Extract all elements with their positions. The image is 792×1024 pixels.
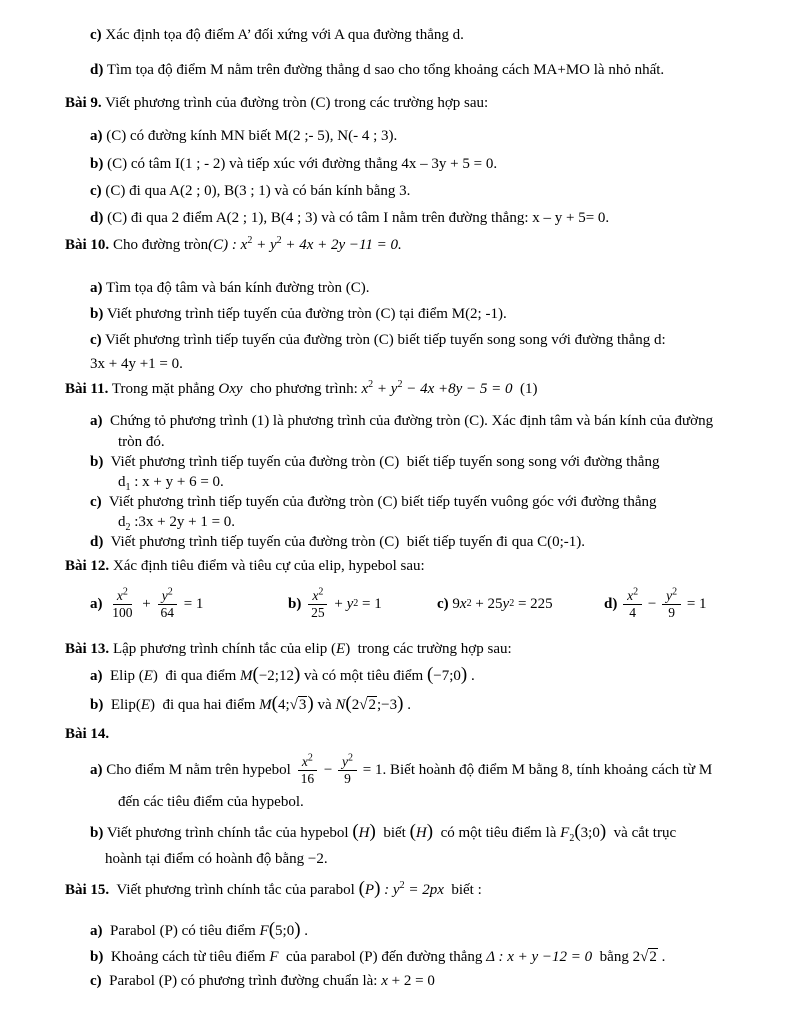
text-run: = 1 — [358, 596, 382, 612]
formula-cell — [604, 581, 707, 627]
fraction — [297, 754, 319, 787]
text-run: Parabol (P) có phương trình đường chuẩn là: — [101, 973, 382, 989]
fraction — [108, 588, 136, 621]
superscript: 2 — [122, 586, 128, 597]
text-line — [118, 432, 752, 452]
text-line — [90, 822, 752, 843]
superscript: 2 — [399, 880, 405, 891]
text-line — [90, 278, 752, 298]
fraction-denominator — [108, 605, 136, 621]
radicand: 2 — [368, 697, 376, 713]
bold-text-run: a) — [90, 761, 103, 778]
big-paren: ) — [307, 693, 314, 714]
subscript: 2 — [125, 522, 131, 533]
text-run: Viết phương trình tiếp tuyến của đường tròn (C) biết tiếp tuyến vuông góc với đường thẳng — [101, 494, 657, 510]
text-run: d — [118, 514, 126, 530]
text-line — [90, 971, 752, 991]
text-run: :3x + 2y + 1 = 0. — [130, 514, 236, 530]
text-run: biết : — [443, 882, 482, 898]
exercise-heading — [65, 93, 752, 113]
text-run: ) trong các trường hợp sau: — [345, 641, 512, 657]
exercise-heading — [65, 235, 752, 255]
text-run: Cho điểm M nằm trên hypebol — [102, 761, 295, 778]
text-run: bằng 2 — [592, 949, 641, 965]
math-text-run: E — [336, 641, 346, 657]
text-run: 64 — [160, 604, 174, 620]
math-text-run: Oxy — [218, 381, 243, 397]
bold-text-run: Bài 12. — [65, 558, 110, 574]
bold-text-run: Bài 9. — [65, 95, 102, 111]
text-run: Xác định tiêu điểm và tiêu cự của elip, hypebol sau: — [109, 558, 425, 574]
text-line — [90, 532, 752, 552]
bold-text-run: a) — [90, 668, 103, 684]
text-run: ) đi qua hai điểm — [150, 697, 260, 713]
bold-text-run: c) — [90, 494, 102, 510]
math-text-run: Δ : x + y −12 = 0 — [486, 949, 593, 965]
fraction — [338, 754, 357, 787]
text-line — [90, 330, 752, 350]
superscript: 2 — [397, 379, 403, 390]
text-run: biết — [375, 825, 410, 841]
text-line — [90, 411, 752, 431]
superscript: 2 — [672, 586, 678, 597]
bold-text-run: a) — [90, 923, 103, 939]
math-text-run: x — [459, 596, 467, 612]
math-text-run: y — [161, 587, 168, 603]
text-line — [90, 665, 752, 686]
text-run: −2;12 — [258, 668, 294, 684]
fraction-denominator — [340, 771, 355, 787]
text-run: − — [644, 596, 661, 612]
text-run: (1) — [512, 381, 538, 397]
bold-text-run: b) — [90, 949, 104, 965]
fraction-denominator — [625, 605, 640, 621]
math-text-run: E — [143, 668, 153, 684]
bold-text-run: Bài 15. — [65, 882, 110, 898]
bold-text-run: b) — [90, 156, 104, 172]
big-paren: ) — [369, 821, 376, 842]
text-run: + 25 — [471, 596, 503, 612]
text-run: . — [403, 697, 411, 713]
fraction-denominator — [664, 605, 679, 621]
formula-cell: b) $\frac{x^2}{25}$ + y 2 = 1 — [288, 586, 382, 620]
text-line — [105, 849, 752, 869]
text-run: Tìm tọa độ điểm M nằm trên đường thẳng d sao cho tổng khoảng cách MA+MO là nhỏ nhất. — [103, 62, 665, 78]
big-paren: ( — [345, 693, 352, 714]
text-run: Elip( — [103, 697, 141, 713]
text-line — [90, 60, 752, 80]
exercise-heading — [65, 724, 752, 744]
text-line — [90, 920, 752, 941]
text-run: 9 — [452, 596, 460, 612]
text-run: Lập phương trình chính tắc của elip ( — [109, 641, 337, 657]
text-run: . — [300, 923, 309, 939]
text-run: Viết phương trình chính tắc của hypebol — [103, 825, 353, 841]
text-line — [90, 181, 752, 201]
math-text-run: − 4x +8y − 5 = 0 — [402, 381, 513, 397]
text-run: Viết phương trình tiếp tuyến của đường tròn (C) tại điểm M(2; -1). — [103, 306, 507, 322]
big-paren: ) — [397, 693, 404, 714]
text-line — [90, 754, 752, 787]
big-paren: ) — [374, 878, 381, 899]
big-paren: ( — [426, 664, 434, 685]
math-text-run: H — [415, 825, 427, 841]
text-run: hoành tại điểm có hoành độ bằng −2. — [105, 851, 328, 867]
fraction-numerator — [338, 754, 357, 771]
big-paren: ) — [293, 664, 301, 685]
big-paren: ( — [268, 919, 276, 940]
text-run: d — [118, 474, 126, 490]
text-line — [90, 492, 752, 512]
text-run: Elip ( — [102, 668, 144, 684]
radicand: 2 — [649, 949, 657, 965]
math-text-run: F — [259, 923, 269, 939]
big-paren: ) — [599, 821, 607, 842]
bold-text-run: b) — [90, 697, 104, 713]
text-run: −7;0 — [433, 668, 461, 684]
big-paren: ) — [460, 664, 468, 685]
math-text-run: + y — [373, 381, 398, 397]
text-run: Khoảng cách từ tiêu điểm — [103, 949, 270, 965]
superscript: 2 — [247, 235, 253, 246]
fraction — [623, 588, 642, 621]
text-run: Viết phương trình tiếp tuyến của đường tròn (C) biết tiếp tuyến song song với đường thẳng d: — [101, 332, 666, 348]
text-line — [118, 512, 752, 532]
fraction-numerator — [662, 588, 681, 605]
text-run: = 225 — [514, 596, 553, 612]
big-paren: ( — [252, 664, 259, 685]
fraction-numerator — [308, 588, 327, 605]
bold-text-run: c) — [90, 27, 102, 43]
text-run: = 1. Biết hoành độ điểm M bằng 8, tính khoảng cách từ M — [359, 761, 713, 778]
math-text-run: x — [312, 587, 319, 603]
text-run: (C) có đường kính MN biết M(2 ;- 5), N(- 4 ; 3). — [102, 128, 398, 144]
formula-cell — [90, 581, 203, 627]
text-run: (C) đi qua 2 điểm A(2 ; 1), B(4 ; 3) và có tâm I nằm trên đường thẳng: x – y + 5= 0. — [103, 210, 610, 226]
superscript: 2 — [633, 586, 639, 597]
math-text-run: H — [358, 825, 370, 841]
text-run: (C) có tâm I(1 ; - 2) và tiếp xúc với đường thẳng 4x – 3y + 5 = 0. — [103, 156, 498, 172]
big-paren: ( — [358, 878, 365, 899]
math-text-run: P — [364, 882, 375, 898]
math-text-run: y — [346, 596, 354, 612]
text-run: 3x + 4y +1 = 0. — [90, 356, 183, 372]
math-text-run: + 4x + 2y −11 = 0. — [281, 237, 402, 253]
text-run: . — [467, 668, 475, 684]
text-run: Parabol (P) có tiêu điểm — [102, 923, 260, 939]
text-line — [90, 208, 752, 228]
bold-text-run: b) — [90, 825, 104, 841]
text-run: và — [313, 697, 336, 713]
text-line — [90, 452, 752, 472]
superscript: 2 — [307, 752, 313, 764]
text-run: cho phương trình: — [242, 381, 362, 397]
text-run: của parabol (P) đến đường thẳng — [278, 949, 487, 965]
superscript: 2 — [348, 752, 354, 764]
big-paren: ( — [574, 821, 581, 842]
fraction — [662, 588, 681, 621]
text-run: tròn đó. — [118, 434, 165, 450]
text-run: 16 — [300, 771, 315, 786]
math-text-run: x — [301, 754, 308, 769]
text-run: Tìm tọa độ tâm và bán kính đường tròn (C). — [102, 280, 370, 296]
math-text-run: x — [116, 587, 123, 603]
text-run: 4; — [277, 697, 290, 713]
bold-text-run: Bài 13. — [65, 641, 110, 657]
bold-text-run: d) — [90, 210, 104, 226]
fraction-denominator — [156, 605, 178, 621]
bold-text-run: Bài 11. — [65, 381, 109, 397]
bold-text-run: Bài 14. — [65, 726, 110, 742]
bold-text-run: a) — [90, 596, 107, 612]
math-text-run: : y — [380, 882, 400, 898]
text-run: 9 — [668, 604, 675, 620]
math-text-run: + y — [252, 237, 277, 253]
math-text-run: M — [240, 668, 253, 684]
math-text-run: y — [342, 754, 349, 769]
bold-text-run: c) — [90, 183, 102, 199]
math-text-run: F — [269, 949, 279, 965]
text-run: 4 — [629, 604, 636, 620]
text-run: có một tiêu điểm là — [433, 825, 561, 841]
fraction — [307, 588, 329, 621]
text-run: = 1 — [683, 596, 707, 612]
text-run: (C) đi qua A(2 ; 0), B(3 ; 1) và có bán kính bằng 3. — [101, 183, 411, 199]
exercise-heading — [65, 379, 752, 399]
text-run: Viết phương trình chính tắc của parabol — [109, 882, 359, 898]
bold-text-run: a) — [90, 128, 103, 144]
text-run: Xác định tọa độ điểm A’ đối xứng với A qua đường thẳng d. — [101, 27, 464, 43]
superscript: 2 — [368, 379, 374, 390]
fraction-numerator — [298, 754, 317, 771]
math-text-run: N — [335, 697, 346, 713]
text-line — [90, 354, 752, 374]
text-run: Chứng tỏ phương trình (1) là phương trình của đường tròn (C). Xác định tâm và bán kính của đường — [102, 413, 714, 429]
bold-text-run: d) — [90, 534, 104, 550]
text-run: 25 — [311, 604, 325, 620]
radicand: 3 — [298, 697, 307, 713]
formula-cell: c) 9 x 2 + 25 y 2 = 225 — [437, 596, 553, 612]
formula-row — [90, 581, 752, 627]
big-paren: ( — [271, 693, 278, 714]
text-run: Cho đường tròn — [109, 237, 209, 253]
bold-text-run: b) — [90, 306, 104, 322]
sqrt-radical — [359, 696, 377, 713]
subscript: 1 — [125, 482, 131, 493]
text-run: + 2 = 0 — [387, 973, 435, 989]
text-line — [90, 694, 752, 715]
radical-sign: √ — [359, 697, 368, 713]
big-paren: ( — [352, 821, 359, 842]
text-run: + — [138, 596, 155, 612]
text-run: − — [320, 761, 337, 778]
big-paren: ) — [294, 919, 301, 940]
subscript: 2 — [569, 833, 575, 844]
sqrt-radical — [640, 948, 658, 965]
text-run: + — [330, 596, 347, 612]
text-line — [90, 126, 752, 146]
sqrt-radical — [290, 696, 308, 713]
fraction-numerator — [623, 588, 642, 605]
exercise-heading — [65, 556, 752, 576]
text-line — [118, 792, 752, 812]
math-text-run: y — [502, 596, 510, 612]
text-run: đến các tiêu điểm của hypebol. — [118, 794, 304, 810]
exercise-heading — [65, 879, 752, 900]
text-run: = 1 — [179, 596, 204, 612]
math-text-run: x — [361, 381, 369, 397]
bold-text-run: Bài 10. — [65, 237, 110, 253]
superscript: 2 — [318, 586, 324, 597]
bold-text-run: c) — [90, 973, 102, 989]
radical-sign: √ — [289, 697, 298, 713]
text-line — [90, 25, 752, 45]
bold-text-run: c) — [437, 596, 453, 612]
math-text-run: = 2px — [404, 882, 444, 898]
text-line — [90, 154, 752, 174]
fraction-numerator — [113, 588, 132, 605]
text-run: . — [657, 949, 666, 965]
superscript: 2 — [276, 235, 282, 246]
fraction-denominator — [307, 605, 329, 621]
text-run: Viết phương trình tiếp tuyến của đường tròn (C) biết tiếp tuyến đi qua C(0;-1). — [103, 534, 586, 550]
text-line — [90, 304, 752, 324]
fraction-numerator — [158, 588, 177, 605]
math-text-run: (C) : x — [208, 237, 248, 253]
text-run: 3;0 — [580, 825, 600, 841]
text-run: và cắt trục — [606, 825, 677, 841]
text-line — [90, 947, 752, 967]
text-line — [118, 472, 752, 492]
bold-text-run: b) — [288, 596, 306, 612]
radical-sign: √ — [640, 949, 649, 965]
math-text-run: y — [666, 587, 673, 603]
text-run: 5;0 — [275, 923, 295, 939]
math-text-run: x — [627, 587, 634, 603]
bold-text-run: b) — [90, 454, 104, 470]
text-run: và có một tiêu điểm — [300, 668, 427, 684]
fraction — [156, 588, 178, 621]
text-run: : x + y + 6 = 0. — [130, 474, 224, 490]
text-run: ) đi qua điểm — [152, 668, 240, 684]
bold-text-run: a) — [90, 280, 103, 296]
math-text-run: E — [140, 697, 151, 713]
bold-text-run: d) — [90, 62, 104, 78]
text-run: 9 — [344, 771, 351, 786]
superscript: 2 — [167, 586, 173, 597]
text-run: ;−3 — [376, 697, 398, 713]
big-paren: ( — [409, 821, 416, 842]
math-text-run: F — [560, 825, 570, 841]
bold-text-run: c) — [90, 332, 102, 348]
text-run: Viết phương trình tiếp tuyến của đường tròn (C) biết tiếp tuyến song song với đường thẳng — [103, 454, 660, 470]
bold-text-run: a) — [90, 413, 103, 429]
text-run: Trong mặt phẳng — [108, 381, 219, 397]
bold-text-run: d) — [604, 596, 622, 612]
math-text-run: x — [381, 973, 388, 989]
exercise-heading — [65, 639, 752, 659]
math-text-run: M — [259, 697, 272, 713]
text-run: Viết phương trình của đường tròn (C) trong các trường hợp sau: — [101, 95, 489, 111]
big-paren: ) — [426, 821, 434, 842]
text-run: 100 — [112, 604, 133, 620]
fraction-denominator — [297, 771, 319, 787]
text-run: 2 — [351, 697, 360, 713]
